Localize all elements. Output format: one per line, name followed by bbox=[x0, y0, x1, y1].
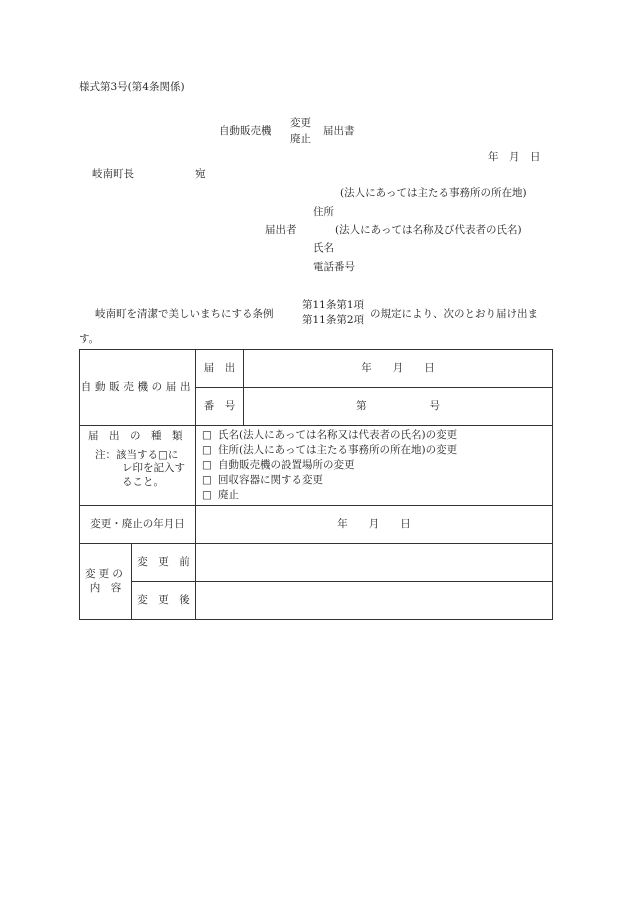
title-prefix: 自動販売機 bbox=[219, 125, 272, 137]
option-address-change[interactable] bbox=[202, 443, 552, 458]
checkbox-icon[interactable]: □ bbox=[202, 459, 212, 471]
form-number: 様式第3号(第4条関係) bbox=[79, 81, 185, 93]
type-label: 届 出 の 種 類 bbox=[88, 430, 183, 442]
number-value: 第 号 bbox=[356, 399, 440, 412]
option-label: 住所(法人にあっては主たる事務所の所在地)の変更 bbox=[218, 444, 458, 456]
notif-date: 年 月 日 bbox=[361, 361, 435, 374]
addressee-name: 岐南町長 bbox=[92, 168, 134, 180]
content-label-2: 内 容 bbox=[89, 581, 122, 594]
title-option-change: 変更 bbox=[290, 117, 311, 129]
change-date-value[interactable]: 年 月 日 bbox=[196, 506, 553, 544]
body-text-provision: の規定により、次のとおり届け出ま bbox=[370, 308, 538, 320]
name-label: 氏名 bbox=[313, 242, 334, 254]
vending-machine-label: 自動販売機の届出 bbox=[80, 350, 196, 426]
option-label: 回収容器に関する変更 bbox=[218, 474, 323, 486]
content-label-1: 変更の bbox=[85, 567, 126, 580]
body-article-2: 第11条第2項 bbox=[302, 314, 365, 326]
submission-date: 年 月 日 bbox=[488, 151, 541, 163]
notif-label: 届 出 bbox=[196, 350, 244, 387]
body-text-end: す。 bbox=[79, 333, 100, 345]
content-label bbox=[80, 544, 132, 620]
option-container-change[interactable] bbox=[202, 473, 552, 488]
notif-row bbox=[196, 350, 553, 388]
type-cell bbox=[80, 426, 196, 506]
applicant-label: 届出者 bbox=[265, 224, 297, 236]
body-text-ordinance: 岐南町を清潔で美しいまちにする条例 bbox=[95, 308, 274, 320]
before-value[interactable] bbox=[196, 544, 553, 582]
checkbox-icon[interactable]: □ bbox=[202, 429, 212, 441]
option-label: 氏名(法人にあっては名称又は代表者の氏名)の変更 bbox=[218, 429, 458, 441]
before-label: 変 更 前 bbox=[132, 544, 196, 582]
name-note: (法人にあっては名称及び代表者の氏名) bbox=[335, 224, 522, 236]
after-value[interactable] bbox=[196, 582, 553, 620]
title-option-abolish: 廃止 bbox=[290, 133, 311, 145]
addressee-honorific: 宛 bbox=[195, 168, 206, 180]
after-label: 変 更 後 bbox=[132, 582, 196, 620]
checkbox-icon[interactable]: □ bbox=[202, 474, 212, 486]
address-note: (法人にあっては主たる事務所の所在地) bbox=[340, 187, 527, 199]
option-name-change[interactable] bbox=[202, 428, 552, 443]
body-article-1: 第11条第1項 bbox=[302, 299, 365, 311]
number-label: 番 号 bbox=[196, 388, 244, 425]
address-label: 住所 bbox=[313, 206, 334, 218]
type-note-2: レ印を記入す bbox=[122, 462, 185, 475]
option-label: 廃止 bbox=[218, 489, 239, 501]
option-label: 自動販売機の設置場所の変更 bbox=[218, 459, 355, 471]
type-note-3: ること。 bbox=[122, 475, 164, 488]
checkbox-icon[interactable]: □ bbox=[202, 444, 212, 456]
change-date-label: 変更・廃止の年月日 bbox=[80, 506, 196, 544]
option-location-change[interactable] bbox=[202, 458, 552, 473]
option-abolish[interactable] bbox=[202, 488, 552, 503]
title-suffix: 届出書 bbox=[323, 125, 355, 137]
type-options bbox=[196, 426, 553, 506]
phone-label: 電話番号 bbox=[313, 261, 355, 273]
number-row bbox=[196, 388, 553, 426]
notification-table bbox=[79, 349, 553, 620]
checkbox-icon[interactable]: □ bbox=[202, 489, 212, 501]
type-note-1: 注：該当する□に bbox=[95, 448, 179, 461]
